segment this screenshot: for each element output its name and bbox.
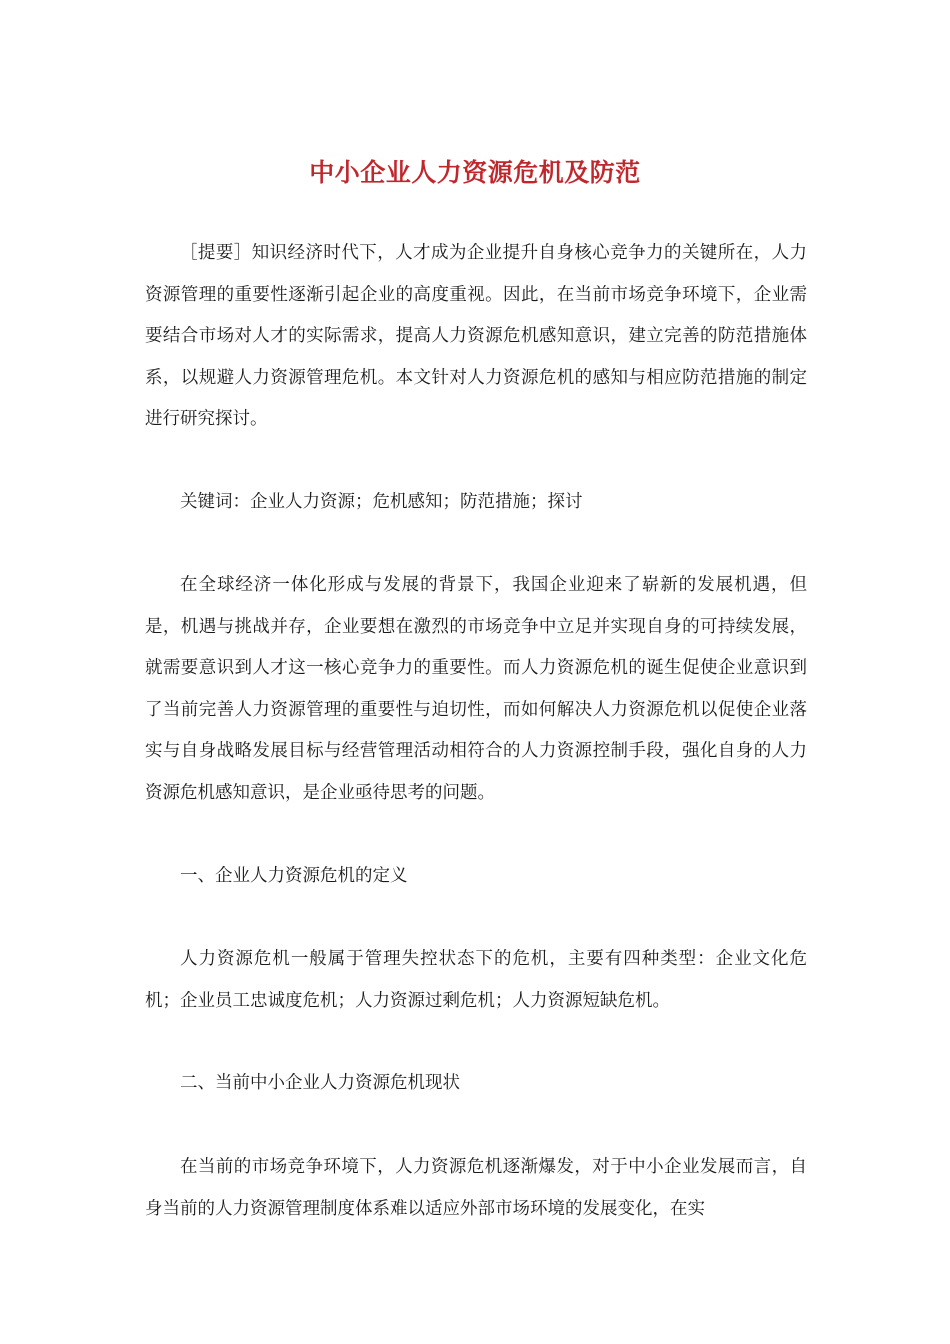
section-2-heading: 二、当前中小企业人力资源危机现状 <box>180 1073 460 1093</box>
section-1-heading: 一、企业人力资源危机的定义 <box>180 866 408 886</box>
section-1-body: 人力资源危机一般属于管理失控状态下的危机，主要有四种类型：企业文化危机；企业员工忠诚度危机；人力资源过剩危机；人力资源短缺危机。 <box>145 949 807 1011</box>
intro-paragraph: 在全球经济一体化形成与发展的背景下，我国企业迎来了崭新的发展机遇，但是，机遇与挑战并存，企业要想在激烈的市场竞争中立足并实现自身的可持续发展，就需要意识到人才这一核心竞争力的重要性。而人力资源危机的诞生促使企业意识到了当前完善人力资源管理的重要性与迫切性，而如何解决人力资源危机以促使企业落实与自身战略发展目标与经营管理活动相符合的人力资源控制手段，强化自身的人力资源危机感知意识，是企业亟待思考的问题。 <box>145 575 807 803</box>
keywords-line: 关键词：企业人力资源；危机感知；防范措施；探讨 <box>180 492 583 512</box>
document-title: 中小企业人力资源危机及防范 <box>309 158 641 187</box>
abstract-paragraph: ［提要］知识经济时代下，人才成为企业提升自身核心竞争力的关键所在，人力资源管理的重要性逐渐引起企业的高度重视。因此，在当前市场竞争环境下，企业需要结合市场对人才的实际需求，提高人力资源危机感知意识，建立完善的防范措施体系，以规避人力资源管理危机。本文针对人力资源危机的感知与相应防范措施的制定进行研究探讨。 <box>145 243 807 430</box>
section-2-body: 在当前的市场竞争环境下，人力资源危机逐渐爆发，对于中小企业发展而言，自身当前的人力资源管理制度体系难以适应外部市场环境的发展变化，在实 <box>145 1157 807 1219</box>
